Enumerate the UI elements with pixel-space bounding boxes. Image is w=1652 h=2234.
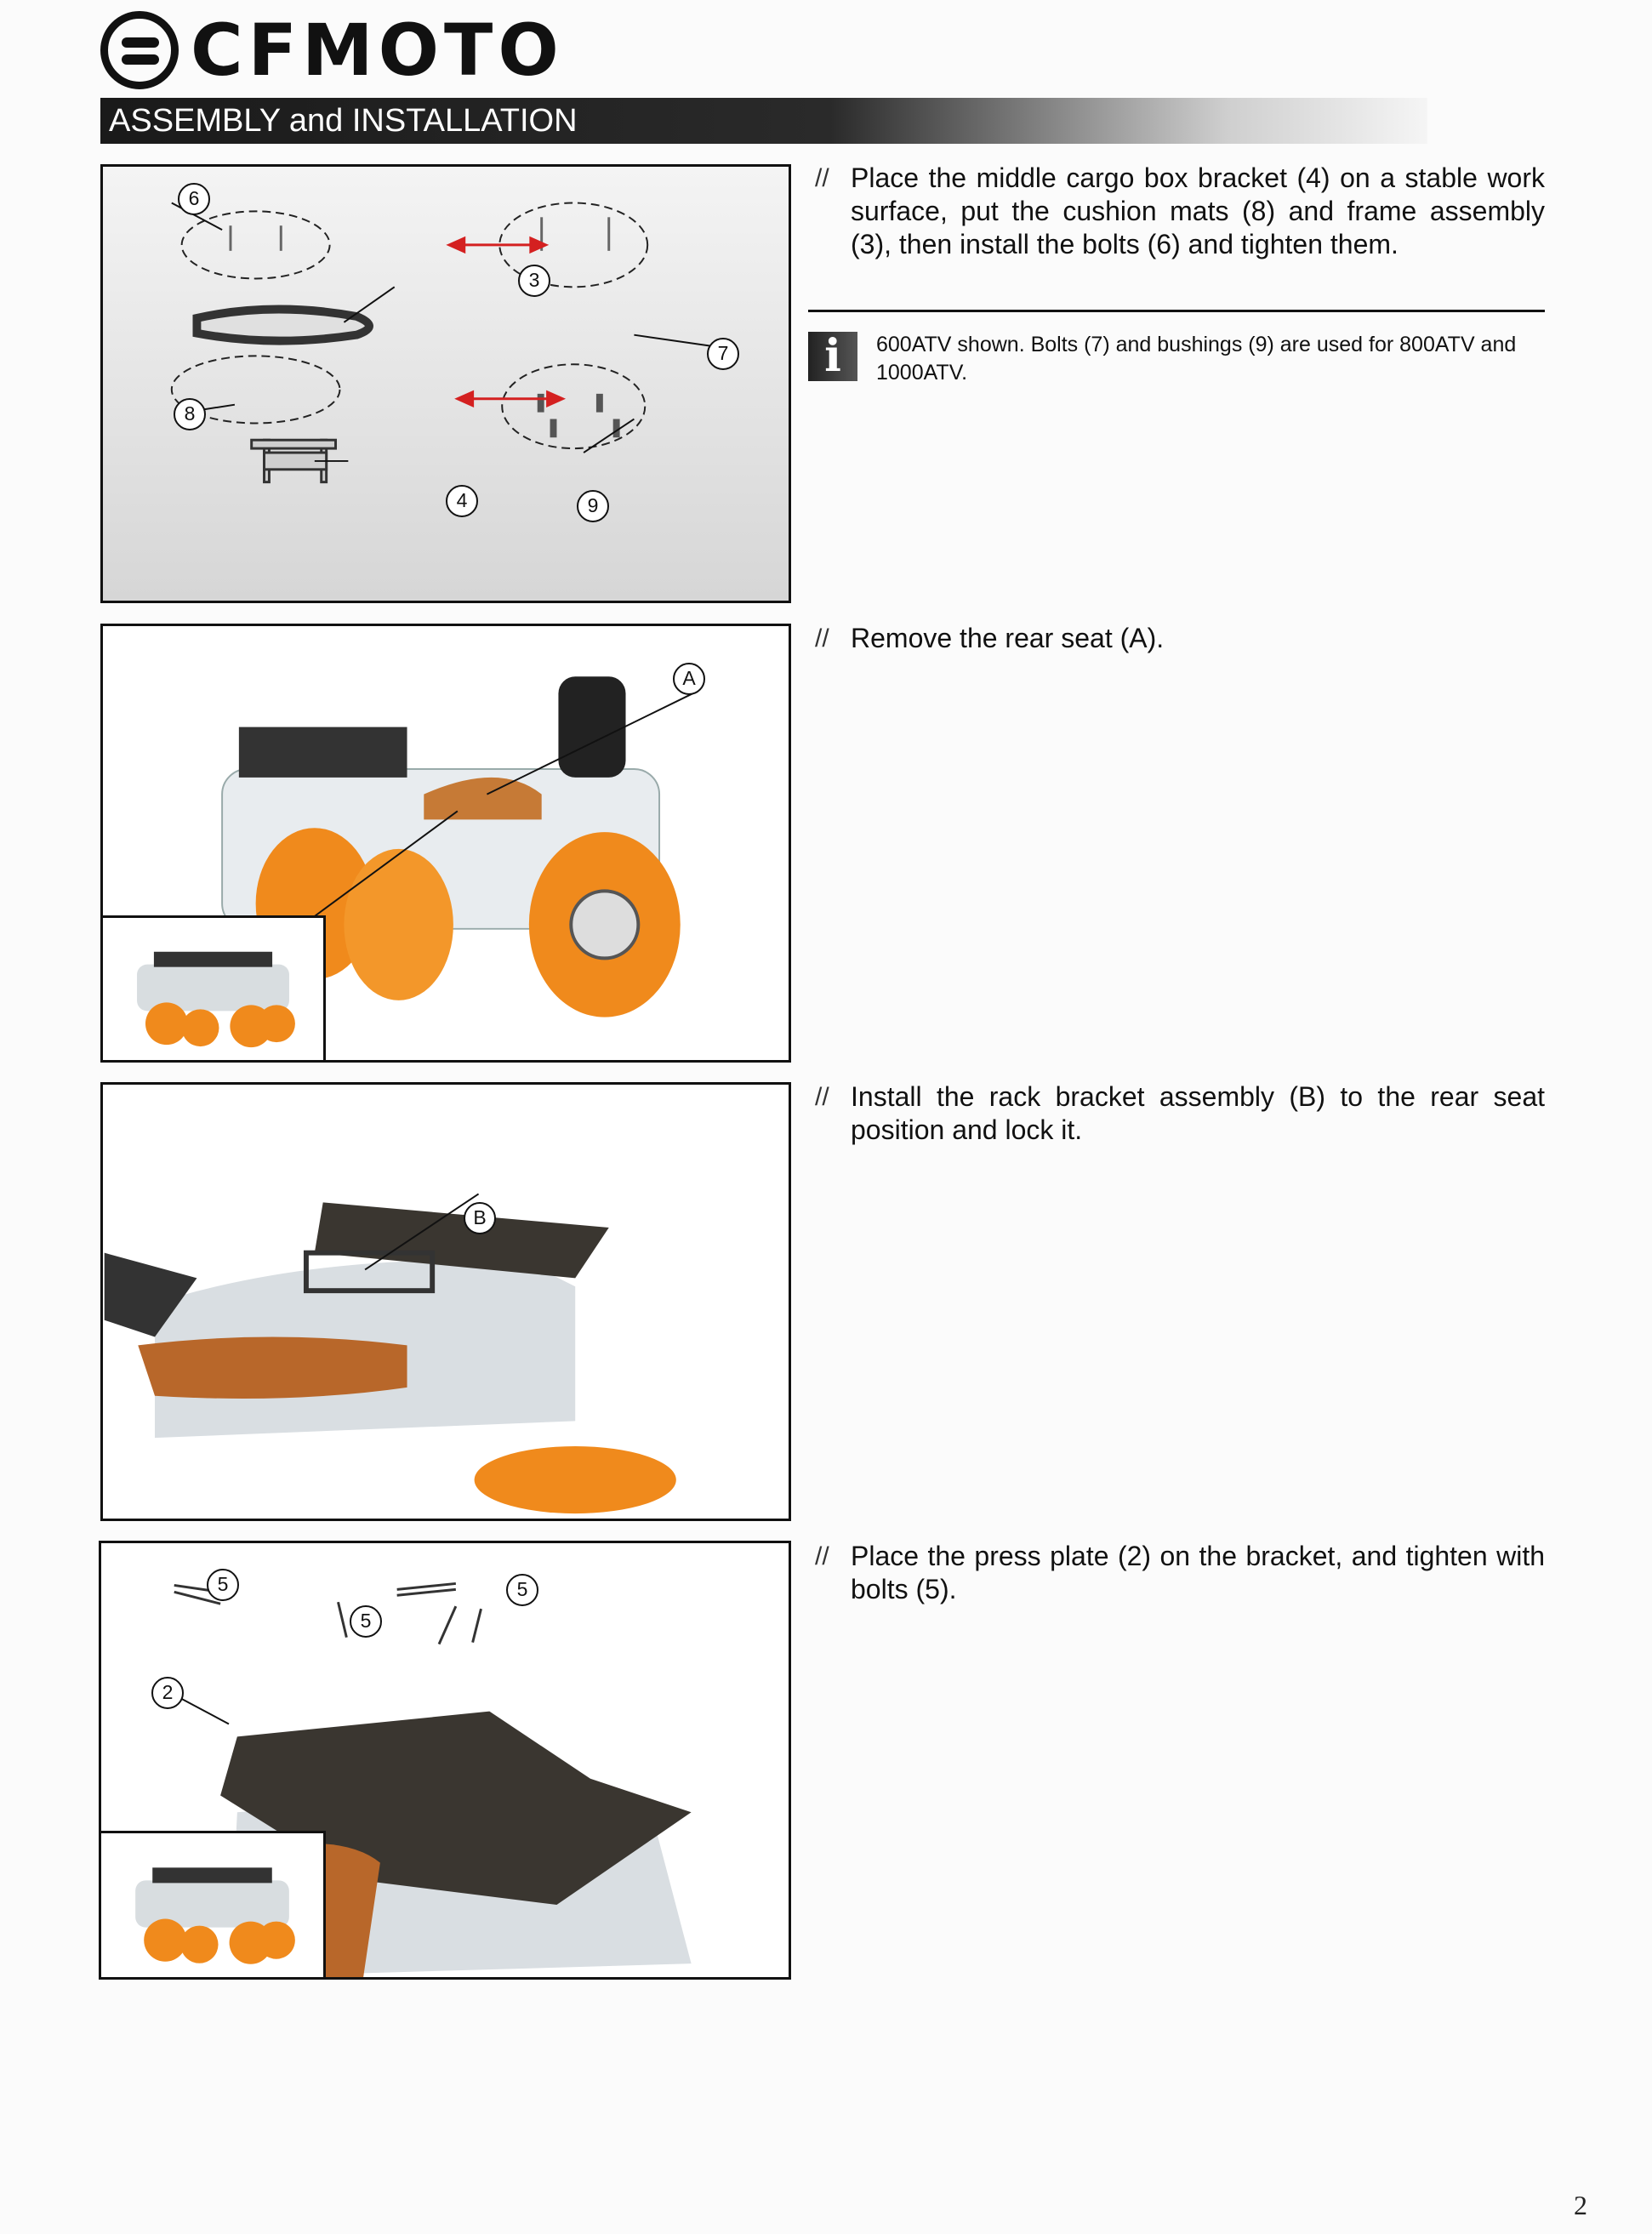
figure-rack-bracket — [100, 1082, 791, 1521]
callout-5a: 5 — [207, 1569, 239, 1601]
step-marker: // — [815, 164, 829, 192]
callout-6: 6 — [178, 183, 210, 215]
cfmoto-logo-icon — [100, 11, 179, 89]
callout-7: 7 — [707, 338, 739, 370]
callout-4: 4 — [446, 485, 478, 517]
divider — [808, 310, 1545, 312]
red-arrow-upper — [449, 238, 546, 252]
step-text: Install the rack bracket assembly (B) to the rear seat position and lock it. — [851, 1081, 1545, 1145]
rack-bracket-image — [103, 1085, 789, 1519]
atv-overview-inset — [103, 915, 326, 1060]
step-4 — [815, 1540, 1545, 1606]
figure-parts-exploded — [100, 164, 791, 603]
parts-diagram — [103, 167, 789, 601]
step-marker: // — [815, 1542, 829, 1570]
brand-name: CFMOTO — [191, 9, 564, 92]
callout-A: A — [673, 663, 705, 695]
step-1 — [815, 162, 1545, 261]
section-header-bar — [100, 98, 1427, 144]
figure-press-plate — [99, 1541, 791, 1980]
section-title: ASSEMBLY and INSTALLATION — [109, 103, 578, 139]
atv-overview-inset — [101, 1831, 326, 1977]
callout-5b: 5 — [350, 1605, 382, 1638]
step-marker: // — [815, 624, 829, 653]
page-number: 2 — [1574, 2190, 1587, 2220]
frame-assembly — [197, 310, 369, 341]
bushing-group — [502, 364, 645, 448]
cushion-mat-upper — [182, 211, 330, 278]
step-text: Remove the rear seat (A). — [851, 623, 1165, 653]
callout-3: 3 — [518, 265, 550, 297]
callout-8: 8 — [174, 398, 206, 430]
callout-B: B — [464, 1202, 496, 1234]
step-text: Place the press plate (2) on the bracket, and tighten with bolts (5). — [851, 1541, 1545, 1604]
step-3 — [815, 1080, 1545, 1147]
note-text: 600ATV shown. Bolts (7) and bushings (9) are used for 800ATV and 1000ATV. — [876, 333, 1517, 385]
callout-2: 2 — [151, 1677, 184, 1709]
step-text: Place the middle cargo box bracket (4) on a stable work surface, put the cushion mats (8) and frame assembly (3), then install the bolts (6) and tighten them. — [851, 162, 1545, 259]
red-arrow-lower — [458, 392, 563, 406]
callout-9: 9 — [577, 490, 609, 522]
step-2 — [815, 622, 1545, 655]
step-marker: // — [815, 1083, 829, 1111]
callout-5c: 5 — [506, 1574, 538, 1606]
brand-logo — [100, 7, 585, 94]
info-icon: i — [808, 332, 857, 381]
